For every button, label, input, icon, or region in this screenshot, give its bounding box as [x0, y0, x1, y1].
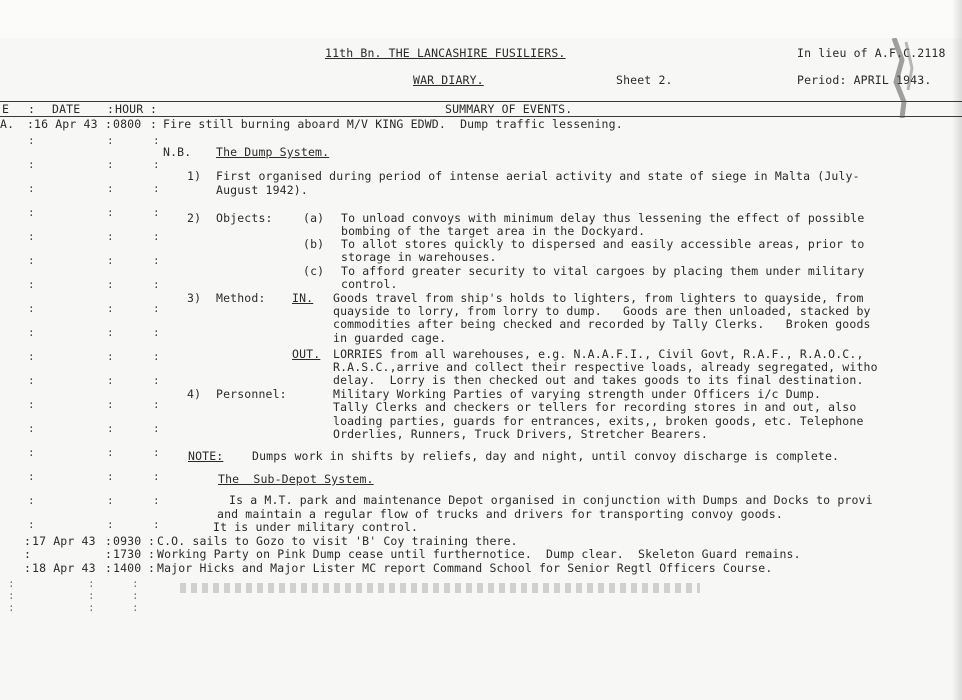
trailing-place-rule: : : :: [8, 577, 15, 614]
personnel-line: Orderlies, Runners, Truck Drivers, Stretcher Bearers.: [333, 427, 708, 441]
entry-sep: :: [24, 547, 32, 561]
entry-place: A.: [0, 117, 15, 131]
entry-sep: :: [24, 534, 32, 548]
period: Period: APRIL 1943.: [797, 73, 932, 87]
trailing-hour-rule: : : :: [132, 577, 139, 614]
col-sep-1: :: [28, 102, 36, 116]
sub-depot-line: It is under military control.: [213, 520, 419, 534]
unit-title: 11th Bn. THE LANCASHIRE FUSILIERS.: [325, 46, 566, 60]
in-lieu-form: In lieu of A.F.C.2118: [797, 46, 946, 60]
point-4-num: 4): [187, 387, 202, 401]
col-sep-3: :: [150, 102, 158, 116]
entry-sep: :: [148, 534, 156, 548]
entry-sep: :: [105, 117, 113, 131]
object-a-mark: (a): [303, 211, 325, 225]
object-c-mark: (c): [303, 264, 325, 278]
sub-depot-line: Is a M.T. park and maintenance Depot organised in conjunction with Dumps and Docks to provi: [229, 493, 873, 507]
entry-sep: :: [150, 117, 158, 131]
object-a-line: bombing of the target area in the Dockyard.: [341, 224, 646, 238]
trailing-date-rule: : : :: [88, 577, 95, 614]
method-out-line: delay. Lorry is then checked out and takes goods to its final destination.: [333, 373, 864, 387]
dump-system-heading: The Dump System.: [216, 145, 330, 159]
point-1-line: August 1942).: [216, 183, 308, 197]
point-3-num: 3): [187, 291, 202, 305]
date-column-rule: : : : : : : : : : : : : : : : : :: [28, 134, 35, 531]
entry-text: Major Hicks and Major Lister MC report Command School for Senior Regtl Officers Course.: [157, 561, 773, 575]
entry-sep: :: [105, 534, 113, 548]
entry-date: 18 Apr 43: [32, 561, 96, 575]
entry-hour: 0930: [113, 534, 142, 548]
bleed-through-text: [180, 583, 700, 593]
col-sep-2: :: [107, 102, 115, 116]
method-in-line: Goods travel from ship's holds to lighters, from lighters to quayside, from: [333, 291, 864, 305]
col-date: DATE: [52, 102, 81, 116]
entry-text: Working Party on Pink Dump cease until furthernotice. Dump clear. Skeleton Guard remains.: [157, 547, 801, 561]
entry-hour: 1400: [113, 561, 142, 575]
object-b-line: To allot stores quickly to dispersed and easily accessible areas, prior to: [341, 237, 865, 251]
entry-sep: :: [27, 117, 35, 131]
personnel-line: Tally Clerks and checkers or tellers for recording stores in and out, also: [333, 400, 857, 414]
page-top-margin: [0, 0, 962, 38]
method-in-line: quayside to lorry, from lorry to dump. Goods are then unloaded, stacked by: [333, 304, 871, 318]
entry-sep: :: [148, 561, 156, 575]
sub-depot-line: and maintain a regular flow of trucks and drivers for transporting convoy goods.: [217, 507, 783, 521]
objects-label: Objects:: [216, 211, 273, 225]
note-label: NOTE:: [188, 449, 224, 463]
object-c-line: To afford greater security to vital cargoes by placing them under military: [341, 264, 865, 278]
point-1-line: First organised during period of intense aerial activity and state of siege in Malta (July-: [216, 169, 860, 183]
personnel-line: loading parties, guards for entrances, exits,, broken goods, etc. Telephone: [333, 414, 864, 428]
entry-sep: :: [105, 547, 113, 561]
personnel-label: Personnel:: [216, 387, 287, 401]
object-b-line: storage in warehouses.: [341, 250, 497, 264]
entry-sep: :: [148, 547, 156, 561]
page-edge-shadow: [952, 0, 962, 700]
method-in-label: IN.: [292, 291, 314, 305]
point-1-num: 1): [187, 169, 202, 183]
entry-date: 16 Apr 43: [34, 117, 98, 131]
personnel-line: Military Working Parties of varying strength under Officers i/c Dump.: [333, 387, 822, 401]
method-label: Method:: [216, 291, 266, 305]
hour-column-rule: : : : : : : : : : : : : : : : : :: [107, 134, 114, 531]
entry-text: Fire still burning aboard M/V KING EDWD. Dump traffic lessening.: [163, 117, 623, 131]
method-in-line: commodities after being checked and recorded by Tally Clerks. Broken goods: [333, 317, 871, 331]
col-place: E: [2, 102, 10, 116]
method-out-label: OUT.: [292, 347, 321, 361]
entry-sep: :: [24, 561, 32, 575]
object-c-line: control.: [341, 277, 398, 291]
summary-column-rule: : : : : : : : : : : : : : : : : :: [153, 134, 160, 531]
col-hour: HOUR: [115, 102, 144, 116]
sub-depot-heading: The Sub-Depot System.: [218, 472, 374, 486]
object-b-mark: (b): [303, 237, 325, 251]
method-out-line: LORRIES from all warehouses, e.g. N.A.A.F.I., Civil Govt, R.A.F., R.A.O.C.,: [333, 347, 864, 361]
war-diary-title: WAR DIARY.: [413, 73, 484, 87]
object-a-line: To unload convoys with minimum delay thus lessening the effect of possible: [341, 211, 865, 225]
binding-tie-mark: [872, 38, 934, 118]
point-2-num: 2): [187, 211, 202, 225]
note-text: Dumps work in shifts by reliefs, day and night, until convoy discharge is complete.: [252, 449, 840, 463]
entry-date: 17 Apr 43: [32, 534, 96, 548]
nb-label: N.B.: [163, 145, 192, 159]
method-in-line: in guarded cage.: [333, 331, 447, 345]
method-out-line: R.A.S.C.,arrive and collect their respective loads, already segregated, witho: [333, 360, 878, 374]
entry-hour: 1730: [113, 547, 142, 561]
entry-text: C.O. sails to Gozo to visit 'B' Coy training there.: [157, 534, 518, 548]
entry-hour: 0800: [113, 117, 142, 131]
sheet-number: Sheet 2.: [616, 73, 673, 87]
entry-sep: :: [105, 561, 113, 575]
col-summary: SUMMARY OF EVENTS.: [445, 102, 573, 116]
